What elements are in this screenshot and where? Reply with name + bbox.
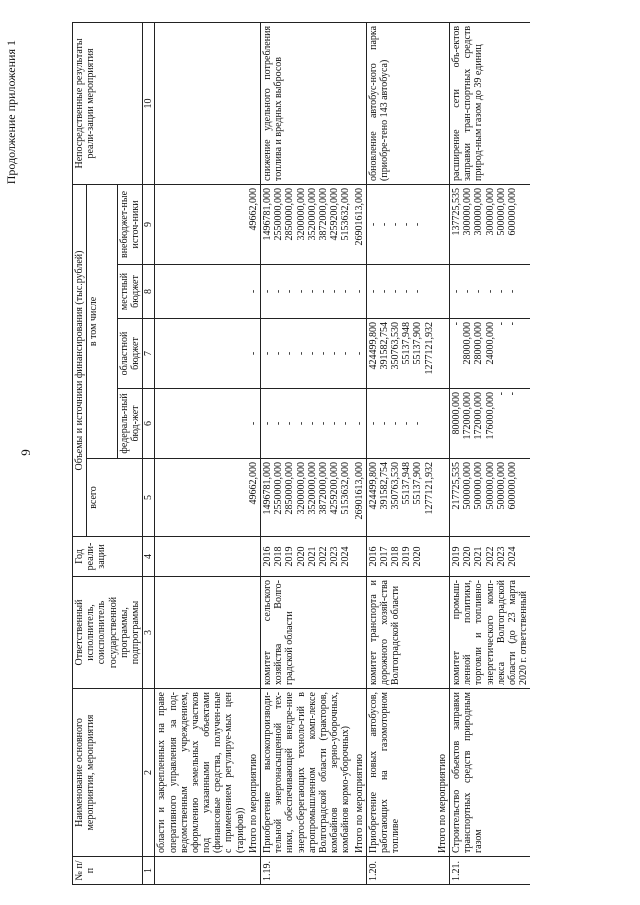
row-result-121: расширение сети объ-ектов заправки тран-спортных средств природ-ным газом до 39 единиц [450,22,531,184]
row-reg-121: - 28000,000 28000,000 24000,000 - - [450,319,531,389]
header-local: местный бюджет [117,265,142,319]
total-reg-119: - [353,319,367,389]
row-years-120: 2016 2017 2018 2019 2020 [366,537,436,577]
row-reg-120: 424499,800 391582,754 350763,530 55137,948 55137,900 1277121,932 [366,319,436,389]
col-number: 3 [143,577,155,689]
total-label-119: Итого по мероприятию [353,689,367,857]
row-total-119: 1496781,000 2550000,000 2850000,000 3200000,000 3520000,000 3872000,000 4259200,000 5153632,000 [261,459,353,537]
program-table [72,22,530,885]
page-number: 9 [18,449,33,456]
total-label: Итого по мероприятию [247,689,261,857]
col-number: 1 [143,857,155,885]
row-name-120: Приобретение новых автобусов, работающих на газомоторном топливе [366,689,436,857]
row-name-119: Приобретение высокопроизводи-тельной энергонасыщенной тех-ники, обеспечивающей внедре-ние энергосберегающих техноло-гий в агропромышленном комп-лексе Волгоградской области (тракторов, комбайнов зерно-уборочных, комбайнов кормо-уборочных) [261,689,353,857]
row-reg-119: - - - - - - - - [261,319,353,389]
total-fed-119: - [353,389,367,459]
col-number: 2 [143,689,155,857]
total-reg: - [247,319,261,389]
row-resp-119: комитет сельского хозяйства Волго-градской области [261,577,353,689]
total-value-119: 26901613,000 [353,459,367,537]
row-fed-121: 80000,000 172000,000 172000,000 176000,000 - - [450,389,531,459]
row-no-119: 1.19. [261,857,353,885]
header-including: в том числе [87,184,118,458]
col-number: 5 [143,459,155,537]
row-resp-120: комитет транспорта и дорожного хозяй-ства Волгоградской области [366,577,436,689]
header-federal: федераль-ный бюд-жет [117,389,142,459]
header-no: № п/п [73,857,143,885]
total-loc: - [247,265,261,319]
cell-no [155,857,247,885]
header-year: Год реали-зации [73,537,143,577]
header-total: всего [87,459,143,537]
header-results: Непосредственные результаты реали-зации мероприятия [73,22,143,184]
col-number: 4 [143,537,155,577]
header-responsible: Ответственный исполнитель, соисполнитель государственной программы, подпрограммы [73,577,143,689]
col-number: 6 [143,389,155,459]
row-result-120: обновление автобус-ного парка (приобре-тено 143 автобуса) [366,22,436,184]
row-name-121: Строительство объектов заправки транспортных средств природным газом [450,689,531,857]
row-resp-121: комитет промыш-ленной политики, торговли и топливно-энергетического комп-лекса Волгоградской области (до 23 марта 2020 г. ответственный [450,577,531,689]
row-years-119: 2016 2018 2019 2020 2021 2022 2023 2024 [261,537,353,577]
row-fed-120: - - - - - [366,389,436,459]
header-name: Наименование основного мероприятия, мероприятия [73,689,143,857]
total-loc-119: - [353,265,367,319]
row-no-120: 1.20. [366,857,436,885]
row-ext-119: 1496781,000 2550000,000 2850000,000 3200000,000 3520000,000 3872000,000 4259200,000 5153632,000 [261,184,353,264]
total-fed: - [247,389,261,459]
row-ext-121: 137725,535 300000,000 300000,000 300000,000 500000,000 600000,000 [450,184,531,264]
total-label-120: Итого по мероприятию [436,689,450,857]
col-number: 9 [143,184,155,264]
row-fed-119: - - - - - - - - [261,389,353,459]
col-number: 8 [143,265,155,319]
row-years-121: 2019 2020 2021 2022 2023 2024 [450,537,531,577]
continuation-label: Продолжение приложения 1 [4,40,18,185]
row-total-121: 217725,535 500000,000 500000,000 500000,000 500000,000 600000,000 [450,459,531,537]
header-extrabudget: внебюджет-ные источ-ники [117,184,142,264]
row-loc-120: - - - - - [366,265,436,319]
row-total-120: 424499,800 391582,754 350763,530 55137,948 55137,900 1277121,932 [366,459,436,537]
total-value: 49662,000 [247,459,261,537]
row-loc-121: - - - - - - [450,265,531,319]
col-number: 10 [143,22,155,184]
row-loc-119: - - - - - - - - [261,265,353,319]
cont-name: области и закрепленных на праве оперативного управления за под-ведомственным учреждением, оформлению земельных участков под указанными объектами (финансовые средства, получен-ные с применением регулируе-мых цен (тарифов)) [155,689,247,857]
header-funding: Объемы и источники финансирования (тыс.рублей) [73,184,87,536]
row-no-121: 1.21. [450,857,531,885]
total-ext: 49662,000 [247,184,261,264]
header-regional: областной бюджет [117,319,142,389]
col-number: 7 [143,319,155,389]
row-ext-120: - - - - - [366,184,436,264]
total-ext-119: 26901613,000 [353,184,367,264]
row-result-119: снижение удельного потребления топлива и вредных выбросов [261,22,353,184]
